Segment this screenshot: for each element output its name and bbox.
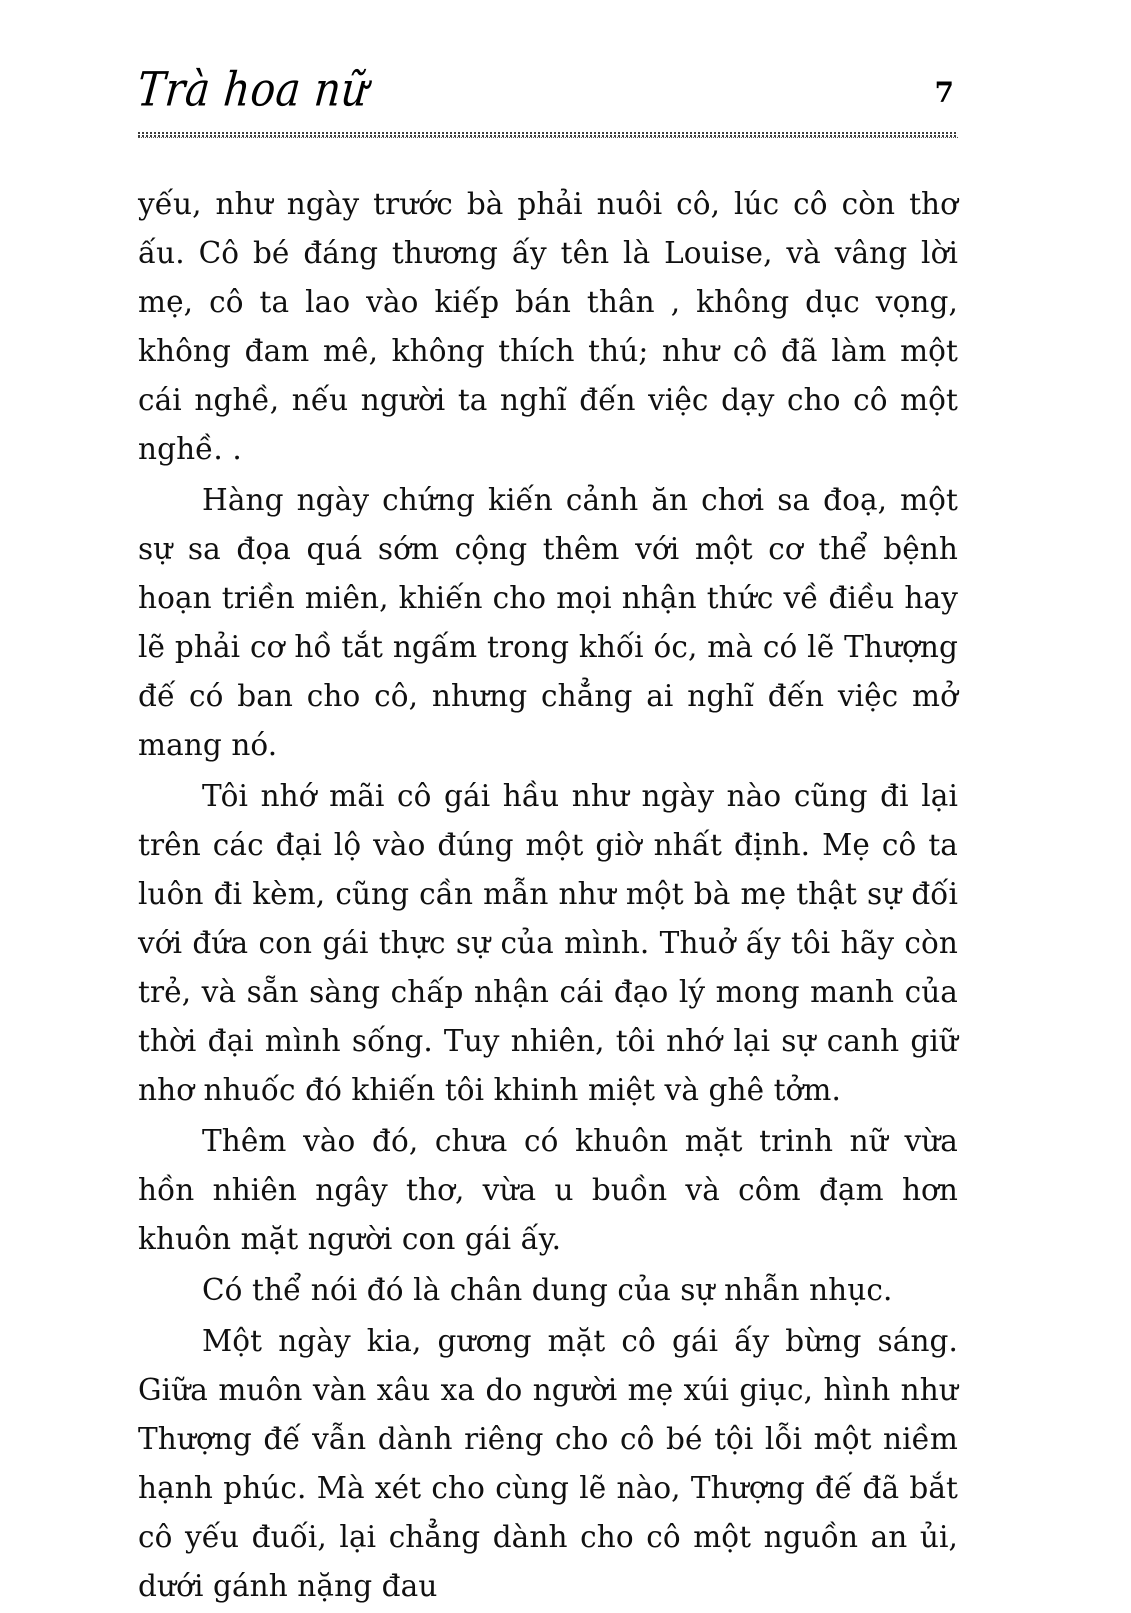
paragraph-4: Thêm vào đó, chưa có khuôn mặt trinh nữ vừa hồn nhiên ngây thơ, vừa u buồn và côm đạm hơn khuôn mặt người con gái ấy. — [138, 1124, 958, 1256]
paragraph-2: Hàng ngày chứng kiến cảnh ăn chơi sa đoạ, một sự sa đọa quá sớm cộng thêm với một cơ thể bệnh hoạn triền miên, khiến cho mọi nhận thức về điều hay lẽ phải cơ hồ tắt ngấm trong khối óc, mà có lẽ Thượng đế có ban cho cô, nhưng chẳng ai nghĩ đến việc mở mang nó. — [138, 483, 958, 762]
running-title: Trà hoa nữ — [134, 62, 371, 118]
page-content — [134, 62, 958, 1603]
header-divider — [138, 132, 958, 138]
paragraph-5: Có thể nói đó là chân dung của sự nhẫn nhục. — [202, 1273, 893, 1307]
paragraph-6: Một ngày kia, gương mặt cô gái ấy bừng sáng. Giữa muôn vàn xâu xa do người mẹ xúi giục, hình như Thượng đế vẫn dành riêng cho cô bé tội lỗi một niềm hạnh phúc. Mà xét cho cùng lẽ nào, Thượng đế đã bắt cô yếu đuối, lại chẳng dành cho cô một nguồn an ủi, dưới gánh nặng đau — [138, 1324, 958, 1603]
paragraph-continued: yếu, như ngày trước bà phải nuôi cô, lúc cô còn thơ ấu. Cô bé đáng thương ấy tên là Louise, và vâng lời mẹ, cô ta lao vào kiếp bán thân , không dục vọng, không đam mê, không thích thú; như cô đã làm một cái nghề, nếu người ta nghĩ đến việc dạy cho cô một nghề. . — [138, 187, 958, 466]
paragraph-3: Tôi nhớ mãi cô gái hầu như ngày nào cũng đi lại trên các đại lộ vào đúng một giờ nhất định. Mẹ cô ta luôn đi kèm, cũng cần mẫn như một bà mẹ thật sự đối với đứa con gái thực sự của mình. Thuở ấy tôi hãy còn trẻ, và sẵn sàng chấp nhận cái đạo lý mong manh của thời đại mình sống. Tuy nhiên, tôi nhớ lại sự canh giữ nhơ nhuốc đó khiến tôi khinh miệt và ghê tởm. — [138, 779, 958, 1107]
page-number: 7 — [934, 76, 954, 109]
page-header — [134, 62, 958, 134]
body-text — [138, 180, 958, 1613]
